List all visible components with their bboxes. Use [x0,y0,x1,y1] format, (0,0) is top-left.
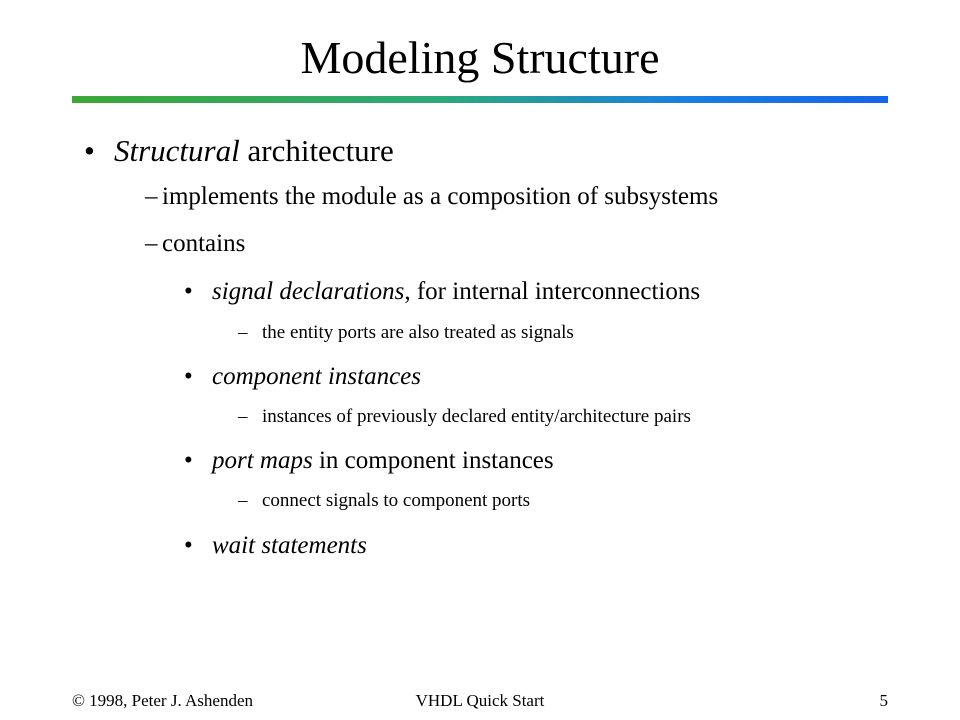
subitem-text: contains [162,230,246,257]
emphasis-text: signal declarations [212,278,405,305]
bullet-marker: • [184,363,193,390]
dash-marker: – [238,406,248,427]
footer-page-number: 5 [879,691,888,710]
slide-title: Modeling Structure [300,32,660,83]
dash-marker: – [238,322,248,343]
note-text: connect signals to component ports [262,490,531,511]
note-text: the entity ports are also treated as signals [262,322,574,343]
plain-text: , for internal interconnections [404,278,701,305]
bullet-text [114,133,394,169]
title-divider [72,96,888,103]
bullet-marker: • [184,532,193,559]
subitem-text: implements the module as a composition of subsystems [162,183,719,210]
emphasis-text: port maps [212,447,313,474]
emphasis-text: component instances [212,363,421,390]
item-text [212,278,700,306]
note-text: instances of previously declared entity/architecture pairs [262,406,691,427]
plain-text: in component instances [312,447,554,474]
emphasis-text: wait statements [212,532,367,559]
dash-marker: – [145,183,158,210]
dash-marker: – [238,490,248,511]
footer-copyright: © 1998, Peter J. Ashenden [72,691,254,710]
bullet-marker: • [184,278,193,305]
dash-marker: – [145,230,158,257]
plain-text: architecture [239,133,394,168]
bullet-marker: • [84,133,95,168]
bullet-marker: • [184,447,193,474]
footer-course-title: VHDL Quick Start [415,691,545,710]
emphasis-text: Structural [114,133,240,168]
item-text [212,447,554,475]
